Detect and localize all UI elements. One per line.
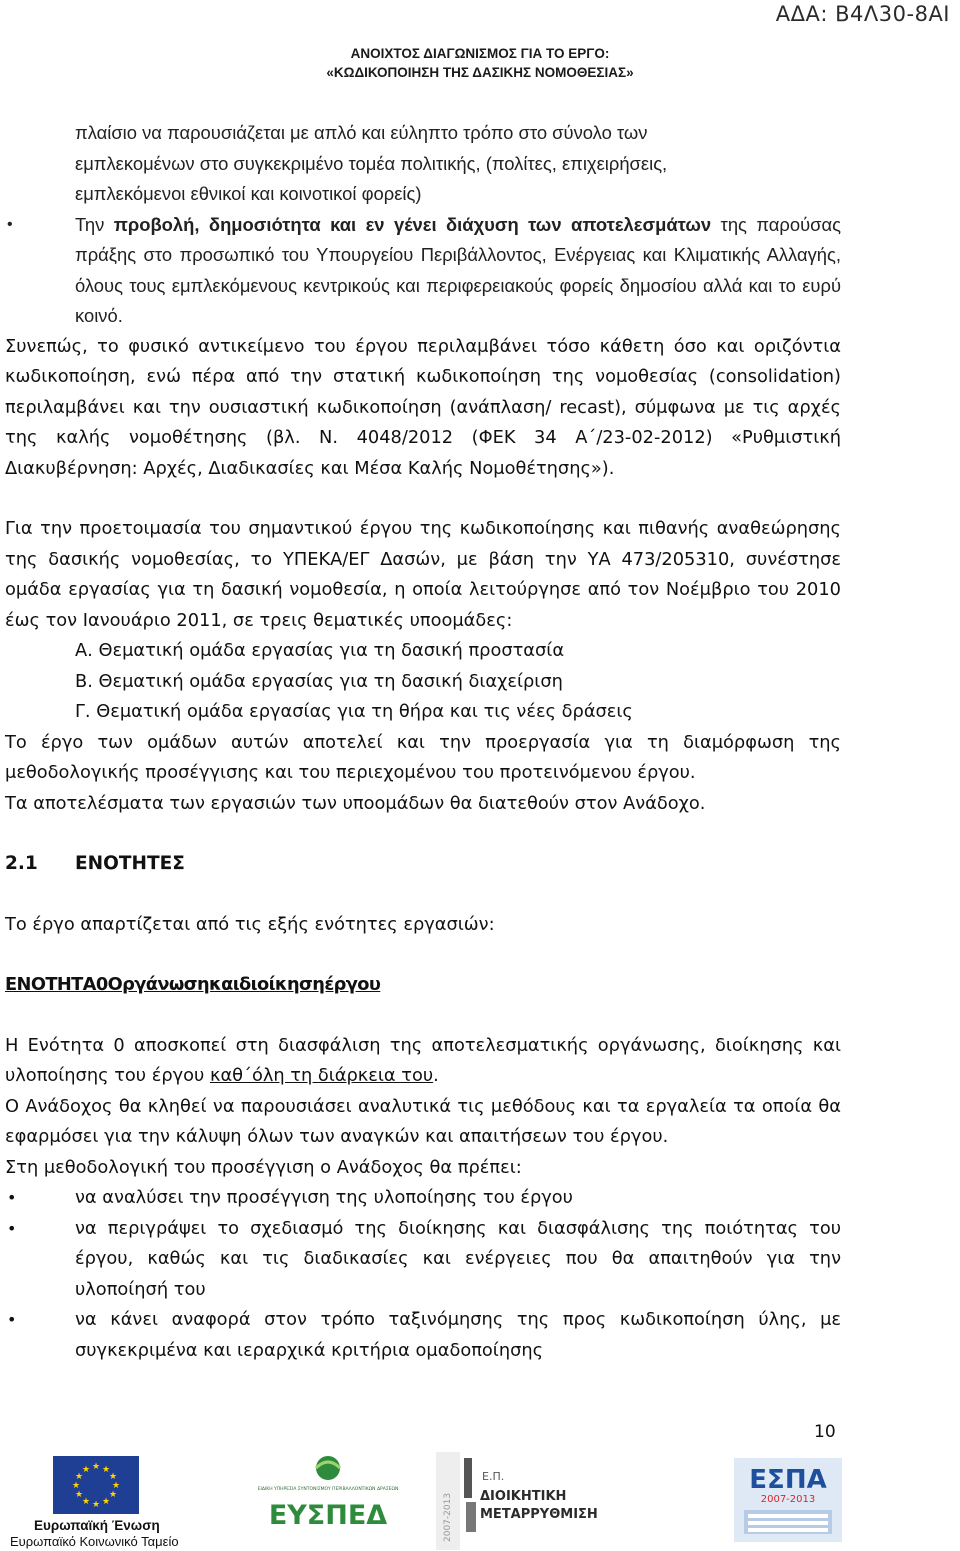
svg-text:ΕΙΔΙΚΗ ΥΠΗΡΕΣΙΑ ΣΥΝΤΟΝΙΣΜΟΥ ΠΕ: ΕΙΔΙΚΗ ΥΠΗΡΕΣΙΑ ΣΥΝΤΟΝΙΣΜΟΥ ΠΕΡΙΒΑΛΛΟΝΤΙΚΩΝ ΔΡΑΣΕΩΝ: [257, 1487, 399, 1492]
svg-text:ΜΕΤΑΡΡΥΘΜΙΣΗ: ΜΕΤΑΡΡΥΘΜΙΣΗ: [480, 1507, 598, 1522]
svg-text:Ε.Π.: Ε.Π.: [482, 1470, 505, 1483]
svg-text:★: ★: [81, 1497, 91, 1507]
bullet-dissemination: • Την προβολή, δημοσιότητα και εν γένει διάχυση των αποτελεσμάτων της παρούσας πράξης στο προσωπικό του Υπουργείου Περιβάλλοντος, Ενέργειας και Κλιματικής Αλλαγής, όλους τους εμπλεκόμενους κεντρικούς και περιφερειακούς φορείς δημοσίου αλλά και το ευρύ κοινό.: [5, 210, 841, 332]
svg-text:ΕΣΠΑ: ΕΣΠΑ: [749, 1465, 827, 1495]
section-number: 2.1: [5, 853, 38, 874]
page-body: [5, 118, 841, 1366]
svg-text:★: ★: [108, 1472, 118, 1482]
paragraph-consists: Το έργο απαρτίζεται από τις εξής ενότητες εργασιών:: [5, 913, 495, 935]
paragraph-results: Τα αποτελέσματα των εργασιών των υποομάδων θα διατεθούν στον Ανάδοχο.: [5, 792, 706, 814]
eu-flag-logo: [53, 1456, 139, 1514]
section-title: ΕΝΟΤΗΤΕΣ: [75, 853, 185, 874]
unit0-paragraph-1: Η Ενότητα 0 αποσκοπεί στη διασφάλιση της αποτελεσματικής οργάνωσης, διοίκησης και υλοποίησης του έργου καθ΄όλη τη διάρκεια του.: [5, 1034, 841, 1086]
unit0-paragraph-2: Ο Ανάδοχος θα κληθεί να παρουσιάσει αναλυτικά τις μεθόδους και τα εργαλεία τα οποία θα εφαρμόσει για την κάλυψη όλων των αναγκών και απαιτήσεων του έργου.: [5, 1095, 841, 1147]
svg-text:★: ★: [101, 1497, 111, 1507]
continued-bullet-text: [5, 118, 841, 332]
svg-text:★: ★: [74, 1472, 84, 1482]
continued-line: εμπλεκομένων στο συγκεκριμένο τομέα πολιτικής, (πολίτες, επιχειρήσεις,: [75, 152, 668, 174]
svg-text:★: ★: [81, 1465, 91, 1475]
page-number: 10: [814, 1422, 836, 1442]
svg-text:ΔΙΟΙΚΗΤΙΚΗ: ΔΙΟΙΚΗΤΙΚΗ: [480, 1489, 567, 1504]
unit0-title: ΕΝΟΤΗΤΑ0Οργάνωσηκαιδιοίκησηέργου: [5, 974, 381, 995]
svg-text:ΕΥΣΠΕΔ: ΕΥΣΠΕΔ: [268, 1500, 388, 1531]
continued-line: πλαίσιο να παρουσιάζεται με απλό και εύληπτο τρόπο στο σύνολο των: [75, 122, 648, 143]
underlined-phrase: καθ΄όλη τη διάρκεια του: [209, 1065, 434, 1086]
document-header: [0, 44, 960, 82]
requirement-bullet: • να κάνει αναφορά στον τρόπο ταξινόμησης της προς κωδικοποίηση ύλης, με συγκεκριμένα και ιεραρχικά κριτήρια ομαδοποίησης: [5, 1305, 841, 1366]
svg-text:★: ★: [101, 1465, 111, 1475]
svg-text:★: ★: [74, 1490, 84, 1500]
svg-text:★: ★: [108, 1490, 118, 1500]
paragraph-consequently: Συνεπώς, το φυσικό αντικείμενο του έργου περιλαμβάνει τόσο κάθετη όσο και οριζόντια κωδικοποίηση, ενώ πέρα από την στατική κωδικοποίηση της νομοθεσίας (consolidation) περιλαμβάνει και την ουσιαστική κωδικοποίηση (ανάπλαση/ recast), σύμφωνα με τις αρχές της καλής νομοθέτησης (βλ. Ν. 4048/2012 (ΦΕΚ 34 Α΄/23-02-2012) «Ρυθμιστική Διακυβέρνηση: Αρχές, Διαδικασίες και Μέσα Καλής Νομοθέτησης»).: [5, 335, 841, 479]
espa-logo: [734, 1458, 842, 1542]
requirement-bullet: • να αναλύσει την προσέγγιση της υλοποίησης του έργου: [5, 1183, 841, 1214]
esf-label: Ευρωπαϊκό Κοινωνικό Ταμείο: [10, 1534, 179, 1549]
paragraph-preparation: Για την προετοιμασία του σημαντικού έργου της κωδικοποίησης και πιθανής αναθεώρησης της δασικής νομοθεσίας, το ΥΠΕΚΑ/ΕΓ Δασών, με βάση την ΥΑ 473/205310, συνέστησε ομάδα εργασίας για τη δασική νομοθεσία, η οποία λειτούργησε από τον Νοέμβριο του 2010 έως τον Ιανουάριο 2011, σε τρεις θεματικές υποομάδες:: [5, 518, 841, 631]
section-heading: [5, 849, 841, 880]
unit0-paragraph-3: Στη μεθοδολογική του προσέγγιση ο Ανάδοχος θα πρέπει:: [5, 1156, 522, 1178]
ada-code: ΑΔΑ: Β4Λ30-8ΑΙ: [775, 2, 950, 26]
svg-text:★: ★: [71, 1481, 81, 1491]
requirement-bullet: • να περιγράψει το σχεδιασμό της διοίκησης και διασφάλισης της ποιότητας του έργου, καθώς και τις διαδικασίες και ενέργειες που θα απαιτηθούν για την υλοποίησή του: [5, 1214, 841, 1306]
footer-logos: [0, 1452, 960, 1551]
svg-text:★: ★: [91, 1462, 101, 1472]
eysped-logo: [257, 1454, 399, 1534]
header-line-2: «ΚΩΔΙΚΟΠΟΙΗΣΗ ΤΗΣ ΔΑΣΙΚΗΣ ΝΟΜΟΘΕΣΙΑΣ»: [326, 65, 634, 80]
subgroup-a: Α. Θεματική ομάδα εργασίας για τη δασική προστασία: [75, 640, 565, 661]
paragraph-work: Το έργο των ομάδων αυτών αποτελεί και την προεργασία για τη διαμόρφωση της μεθοδολογικής προσέγγισης και του περιεχομένου του προτεινόμενου έργου.: [5, 731, 841, 783]
svg-text:2007-2013: 2007-2013: [443, 1492, 453, 1542]
ep-dioikitiki-logo: [436, 1452, 596, 1550]
subgroup-c: Γ. Θεματική ομάδα εργασίας για τη θήρα και τις νέες δράσεις: [75, 701, 633, 722]
subgroup-b: Β. Θεματική ομάδα εργασίας για τη δασική διαχείριση: [75, 670, 563, 692]
header-line-1: ΑΝΟΙΧΤΟΣ ΔΙΑΓΩΝΙΣΜΟΣ ΓΙΑ ΤΟ ΕΡΓΟ:: [350, 46, 610, 61]
svg-text:★: ★: [91, 1500, 101, 1510]
eu-label: Ευρωπαϊκή Ένωση: [34, 1518, 160, 1533]
bold-phrase: προβολή, δημοσιότητα και εν γένει διάχυση των αποτελεσμάτων: [113, 213, 712, 235]
continued-line: εμπλεκόμενοι εθνικοί και κοινοτικοί φορείς): [75, 183, 422, 204]
svg-text:★: ★: [111, 1481, 121, 1491]
svg-text:2007-2013: 2007-2013: [760, 1494, 816, 1505]
